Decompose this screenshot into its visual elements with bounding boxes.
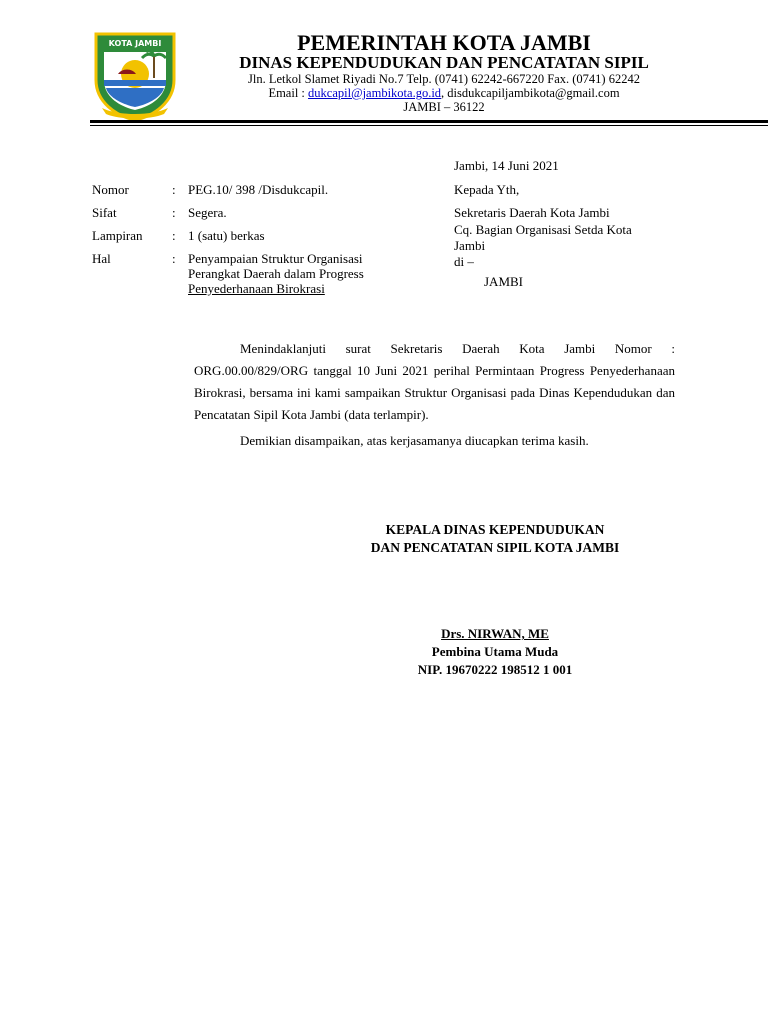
letterhead-rule-thin: [90, 125, 768, 126]
logo-text: KOTA JAMBI: [108, 39, 162, 48]
email-prefix: Email :: [268, 86, 309, 100]
body-paragraph-1: Menindaklanjuti surat Sekretaris Daerah Kota Jambi Nomor : ORG.00.00/829/ORG tanggal 10 Juni 2021 perihal Permintaan Progress Penyederhanaan Birokrasi, bersama ini kami sampaikan Struktur Organisasi pada Dinas Kependudukan dan Pencatatan Sipil Kota Jambi (data terlampir).: [194, 341, 675, 422]
agency-heading: DINAS KEPENDUDUKAN DAN PENCATATAN SIPIL: [239, 53, 649, 72]
email-link[interactable]: dukcapil@jambikota.go.id: [308, 86, 442, 100]
hal-value-line3: Penyederhanaan Birokrasi: [188, 281, 325, 296]
body-paragraph-2: Demikian disampaikan, atas kerjasamanya diucapkan terima kasih.: [240, 433, 589, 448]
lampiran-label: Lampiran: [92, 228, 143, 243]
signature-title-1: KEPALA DINAS KEPENDUDUKAN: [385, 522, 605, 537]
hal-value-line2: Perangkat Daerah dalam Progress: [188, 266, 364, 281]
hal-colon: :: [172, 251, 176, 266]
email-suffix: , disdukcapiljambikota@gmail.com: [441, 86, 620, 100]
signature-title-2: DAN PENCATATAN SIPIL KOTA JAMBI: [370, 540, 620, 555]
recipient-greeting: Kepada Yth,: [454, 182, 520, 197]
signatory-nip: NIP. 19670222 198512 1 001: [417, 662, 573, 677]
letter-body: [194, 338, 675, 452]
lampiran-colon: :: [172, 228, 176, 243]
nomor-value: PEG.10/ 398 /Disdukcapil.: [188, 182, 329, 197]
agency-email-line: [0, 86, 768, 101]
sifat-value: Segera.: [188, 205, 227, 220]
nomor-label: Nomor: [92, 182, 129, 197]
hal-value-line1: Penyampaian Struktur Organisasi: [188, 251, 363, 266]
nomor-colon: :: [172, 182, 176, 197]
signatory-rank: Pembina Utama Muda: [431, 644, 559, 659]
recipient-line3: Cq. Bagian Organisasi Setda Kota: [454, 222, 632, 237]
agency-city-postal: JAMBI – 36122: [403, 100, 485, 114]
sifat-label: Sifat: [92, 205, 117, 220]
lampiran-value: 1 (satu) berkas: [188, 228, 265, 243]
signatory-name: Drs. NIRWAN, ME: [441, 626, 549, 641]
recipient-line4: Jambi: [454, 238, 486, 253]
recipient-city: JAMBI: [484, 274, 524, 289]
agency-address: Jln. Letkol Slamet Riyadi No.7 Telp. (0741) 62242-667220 Fax. (0741) 62242: [248, 72, 640, 86]
recipient-line2: Sekretaris Daerah Kota Jambi: [454, 205, 610, 220]
letterhead-rule-thick: [90, 120, 768, 123]
government-heading: PEMERINTAH KOTA JAMBI: [297, 30, 591, 55]
sifat-colon: :: [172, 205, 176, 220]
recipient-line5: di –: [454, 254, 474, 269]
letter-date: Jambi, 14 Juni 2021: [454, 158, 559, 173]
hal-label: Hal: [92, 251, 111, 266]
